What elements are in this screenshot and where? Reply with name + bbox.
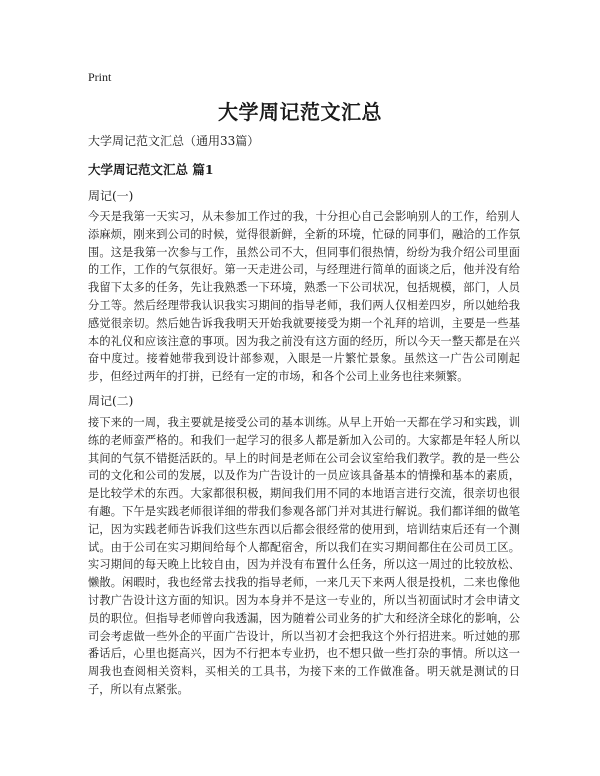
entry-paragraph: 接下来的一周，我主要就是接受公司的基本训练。从早上开始一天都在学习和实践，训练的老师蛮严格的。和我们一起学习的很多人都是新加入公司的。大家都是年轻人所以其间的气氛不错挺活跃的。早上的时间是老师在公司会议室给我们教学。教的是一些公司的文化和公司的发展，以及作为广告设计的一员应该具备基本的情操和基本的素质，是比较学术的东西。大家都很积极，期间我们用不同的本地语言进行交流，很亲切也很有趣。下午是实践老师很详细的带我们参观各部门并对其进行解说。我们都详细的做笔记，因为实践老师告诉我们这些东西以后都会很经常的使用到，培训结束后还有一个测试。由于公司在实习期间给每个人都配宿舍，所以我们在实习期间都住在公司员工区。实习期间的每天晚上比较自由，因为并没有布置什么任务，所以这一周过的比较放松、懒散。闲暇时，我也经常去找我的指导老师，一来几天下来两人很是投机，二来也像他讨教广告设计这方面的知识。因为本身并不是这一专业的，所以当初面试时才会申请文员的职位。但指导老师曾向我透漏，因为随着公司业务的扩大和经济全球化的影响，公司会考虑做一些外企的平面广告设计，所以当初才会把我这个外行招进来。听过她的那番话后，心里也挺高兴，因为不行把本专业扔，也不想只做一些打杂的事情。所以这一周我也查阅相关资料，买相关的工具书，为接下来的工作做准备。明天就是测试的日子，所以有点紧张。 [88,416,520,696]
entry-heading: 周记(一) [88,189,134,203]
print-link[interactable]: Print [88,70,112,84]
section-title: 大学周记范文汇总 篇1 [88,162,214,177]
page-title: 大学周记范文汇总 [218,100,382,124]
entry-heading: 周记(二) [88,394,134,408]
entry-paragraph: 今天是我第一天实习，从未参加工作过的我，十分担心自己会影响别人的工作，给别人添麻烦，刚来到公司的时候，觉得很新鲜，全新的环境，忙碌的同事们，融洽的工作氛围。这是我第一次参与工作，虽然公司不大，但同事们很热情，纷纷为我介绍公司里面的工作，工作的气氛很好。第一天走进公司，与经理进行简单的面谈之后，他并没有给我留下太多的任务，先让我熟悉一下环境，熟悉一下公司状况，包括规模，部门，人员分工等。然后经理带我认识我实习期间的指导老师，我们两人仅相差四岁，所以她给我感觉很亲切。然后她告诉我我明天开始我就要接受为期一个礼拜的培训，主要是一些基本的礼仪和应该注意的事项。因为我之前没有这方面的经历，所以今天一整天都是在兴奋中度过。接着她带我到设计部参观，入眼是一片繁忙景象。虽然这一广告公司刚起步，但经过两年的打拼，已经有一定的市场，和各个公司上业务也往来频繁。 [88,210,520,384]
document-subtitle: 大学周记范文汇总（通用33篇） [88,134,260,148]
